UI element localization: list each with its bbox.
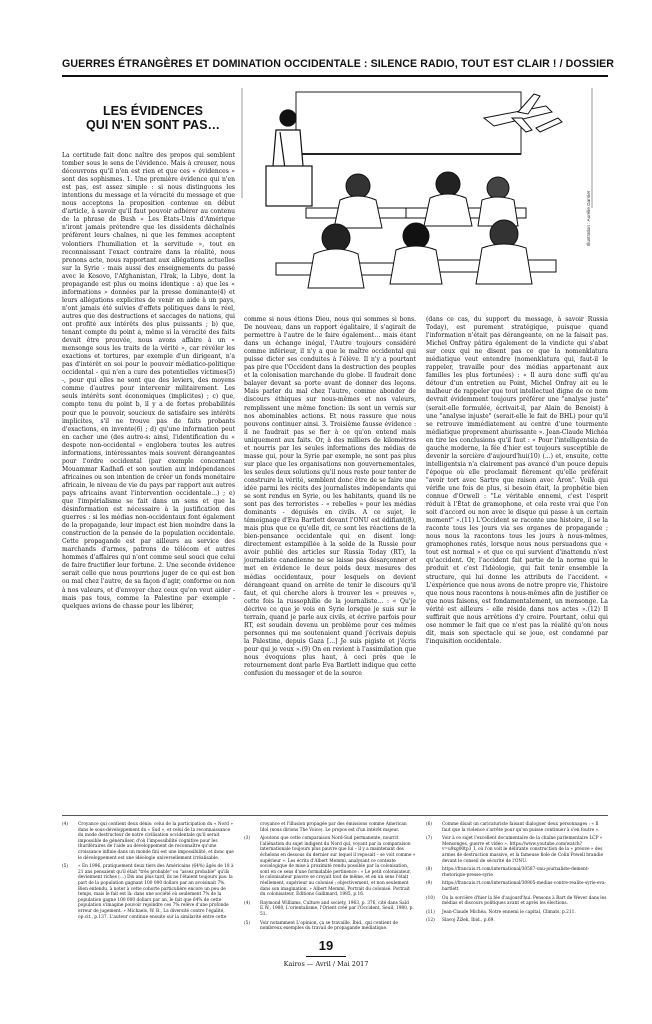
footnote-text: Ajoutons que cette comparaison Nord-Sud permanente, nourrit l'aliénation du sujet indigent du Nord qui, voyant par la comparaison internationale toujours plus pauvre que lui – il y a maintenant des échelons en dessous du dernier sur lequel il reposait – se voit comme « supérieur ». Les écrits d'Albert Memmi, analysant ce contexte sociologique de mise à proximité rendu possible par la colonisation, sont en ce sens d'une formidable pertinence : « Le petit colonisateur, le colonisateur pauvre se croyait tout de même, et en un sens l'était réellement, supérieur au colonisé ; objectivement, et non seulement dans son imagination. » Albert Memmi, Portrait du colonisé. Portrait du colonisateur, Éditions Gallimard, 1985, p.16. xyxy=(260,836,416,898)
footnote-number: (4) xyxy=(62,822,69,827)
classroom-illustration xyxy=(236,88,598,300)
footnote xyxy=(244,836,416,898)
footnote-number: (5) xyxy=(62,864,69,870)
students xyxy=(308,172,532,288)
footnote-number: (11) xyxy=(426,909,435,915)
footnote xyxy=(62,864,235,920)
section-header xyxy=(62,58,615,70)
illustration-credit: Illustration : Aurélie Garnier xyxy=(586,190,591,246)
footnote-text: Slavoj Žižek, Ibid., p.69. xyxy=(442,918,495,924)
chalkboard-frame xyxy=(296,92,521,154)
footnote-number: (7) xyxy=(426,836,433,842)
footnote-number: (5) xyxy=(244,920,251,926)
footnotes-column-1 xyxy=(62,822,235,923)
footnote xyxy=(426,918,608,924)
article-column-1 xyxy=(62,152,235,611)
footnote-text: https://francais.rt.com/international/30587-onu-journaliste-dement-rhetorique-presse-syrie xyxy=(442,867,589,878)
footnote xyxy=(62,822,235,861)
footnote-number: (3) xyxy=(244,836,251,842)
footnote-number: (4) xyxy=(244,900,251,906)
column-2-text: comme si nous étions Dieu, nous qui sommes si bons. De nouveau, dans un rapport égalitaire, il s'agirait de permettre à l'autre de le faire également… mais étant dans un échange inégal, l'Autre toujours considéré comme inférieur, il n'y a que le maître occidental qui puisse dicter ses conduites à l'élève. Il n'y a pourtant pas pire que l'Occident dans la destruction des peuples et la colonisation marchande du globe. Il faudrait donc balayer devant sa porte avant de donner des leçons. Mais parler du mal chez l'autre, comme abonder de discours éthiques sur nous-mêmes et nos valeurs, remplissent une même fonction: ils sont un vernis sur nos abominables actions. Et nous rassure que nous pouvons continuer ainsi. 3. Troisième fausse évidence : il ne faudrait pas se fier à ce qu'on entend mais uniquement aux faits. Or, à des milliers de kilomètres et nourris par les seules informations des médias de masse qui, pour la Syrie par exemple, ne sont pas plus sur place que les organisations non gouvernementales, les seules deux solutions qu'il nous reste pour tenter de construire la vérité, semblent donc être de se faire une idée parmi les récits des journalistes indépendants qui se sont rendus en Syrie, ou les habitants, quand ils ne sont pas des terroristes - « rebelles » pour les médias dominants - déguisés en civils. A ce sujet, le témoignage d'Eva Bartlett devant l'ONU est édifiant(8), mais plus que ce qu'elle dit, ce sont les réactions de la bien-pensance occidentale qui en disent long: directement estampillée à la solde de la Russie pour avoir publié des articles sur Russia Today (RT), la journaliste canadienne ne se laisse pas désarçonner et met en évidence le deux poids deux mesures des médias occidentaux, pour lesquels on devient dérangeant quand on arrête de tenir le discours qu'il faut, et qui cherche alors à trouver les « preuves », cette fois la russophilie de la journaliste… : « Qu'je décrive ce que je vois en Syrie lorsque je suis sur le terrain, quand je parle aux civils, et écrive parfois pour RT, est soudain devenu un problème pour ces mêmes personnes qui me soutenaient quand j'écrivais depuis la Palestine, depuis Gaza [...] Je suis pigiste et j'écris pour qui je veux ».(9) On en revient à l'assimilation que nous évoquions plus haut, à ceci près que le retournement dont parle Eva Bartlett indique que cette confusion du messager et de la source xyxy=(244,316,416,678)
footnote xyxy=(426,896,608,907)
footnote-number: (10) xyxy=(426,895,435,901)
footnote-number xyxy=(244,822,260,833)
footnote xyxy=(244,901,416,918)
footnote-number: (12) xyxy=(426,918,435,924)
footnote-text: croyance et l'illusion propagée par des émissions comme American Idol (nous dirions The Voice). Le propos est d'un intérêt majeur. xyxy=(260,822,407,833)
footnotes-column-3 xyxy=(426,822,608,927)
footnote-number: (9) xyxy=(426,881,433,887)
article-title xyxy=(78,104,228,132)
page-number: 19 xyxy=(318,938,334,953)
article-column-3 xyxy=(426,316,608,646)
page-number-rule xyxy=(306,956,346,957)
footnote xyxy=(426,881,608,892)
footnote-number: (8) xyxy=(426,867,433,873)
footnotes-rule xyxy=(62,815,608,816)
column-3-text: (dans ce cas, du support du message, à savoir Russia Today), est purement stratégique, puisque quand l'information n'était pas dérangeante, on ne la faisait pas. Michel Onfray pâtira également de la vindicte qui s'abat sur ceux qui ne disent pas ce que la nomenklatura médiatique veut entendre (nomenklatura qui, faut-il le rappeler, travaille pour des médias appartenant aux familles les plus fortunées) : « Il aura donc suffi qu'au détour d'un entretien au Point, Michel Onfray ait eu le malheur de rappeler que tout intellectuel digne de ce nom devrait évidemment toujours préférer une "analyse juste" (serait-elle formulée, écrivait-il, par Alain de Benoist) à une "analyse injuste" (serait-elle le fait de BHL) pour qu'il se retrouve immédiatement au centre d'une tourmente médiatique proprement ahurissante ». Jean-Claude Michéa en tire les conclusions qu'il faut : « Pour l'intelligentsia de gauche moderne, la fée d'hier est toujours susceptible de devenir la sorcière d'aujourd'hui(10) (...) et, ensuite, cette intelligentsia n'a clairement pas avancé d'un pouce depuis l'époque où elle proclamait fièrement qu'elle préférait "avoir tort avec Sartre que raison avec Aron". Voilà qui vérifie une fois de plus, si besoin était, la prophétie bien connue d'Orwell : "Le véritable ennemi, c'est l'esprit réduit à l'État de gramophone, et cela reste vrai que l'on soit d'accord ou non avec le disque qui passe à un certain moment" ».(11) L'Occident se raconte une histoire, il se la raconte tous les jours via ses organes de propagande ; nous nous la racontons tous les jours à nous-mêmes, gramophones ratés, lorsque nous nous persuadons que « tout est normal » et que ce qui survient d'inattendu n'est qu'accident. Or, l'accident fait partie de la norme qui le produit et c'est l'idéologie, qui fait tenir ensemble la structure, qui lui donne les attributs de l'accident. « L'expérience que nous avons de notre propre vie, l'histoire que nous nous racontons à nous-mêmes afin de justifier ce que nous faisons, est fondamentalement, un mensonge. La vérité est ailleurs - elle réside dans nos actes ».(12) Il suffirait que nous arrêtions d'y croire. Pourtant, celui qui ose nommer le fait que ce n'est pas la réalité qu'on nous dit, mais son spectacle qui se joue, est condamné par l'inquisition occidentale. xyxy=(426,316,608,645)
article-column-2 xyxy=(244,316,416,678)
footnotes-column-2 xyxy=(244,822,416,935)
footnote-text: Comme disait un caricaturiste faisant dialoguer deux personnages : « Il faut que la violence s'arrête pour qu'on puisse continuer à s'en foutre ». xyxy=(442,822,600,833)
footnote-text: « En 1996, pratiquement deux tiers des Américains (64%) âgés de 18 à 21 ans pensaient qu'il était "très probable" ou "assez probable" qu'ils deviennent riches (...) Dix ans plus tard, ils ne l'étaient toujours pas: la part de la population gagnant 100 000 dollars par an avoisinait 7%. Bien entendu, à noter à cette cohorte particulière encore un peu de temps, mais le fait est là: dans une société où seulement 7% de la population gagne 100 000 dollars par an, le fait que 64% de cette population s'imagine pouvoir rejoindre ces 7% relève d'une profonde erreur de jugement. » Michaels, W. B., La diversité contre l'égalité, op.cit., p.137. L'auteur continue ensuite sur la similarité entre cette xyxy=(78,864,234,920)
footnote xyxy=(244,921,416,932)
airplane-drawing xyxy=(484,94,562,132)
footnote xyxy=(426,822,608,833)
footnote-text: Ou la sorcière d'hier la fée d'aujourd'hui. Pensons à Bart de Wever dans les médias et discours politiques avant et après les élections. xyxy=(442,895,607,907)
article-title-line-2: QUI N'EN SONT PAS… xyxy=(85,118,220,132)
footnote-text: Croyance qui contient deux dénis: celui de la participation du « Nord » dans le sous-développement du « Sud », et celui de la reconnaissance du mode destructeur de notre civilisation occidentale qu'il serait impossible de généraliser, d'où l'impossibilité cognitive pour les thuriféraires de l'aide au développement de reconnaître qu'une croissance infinie dans un monde fini est une impossibilité, et donc que le développement est une idéologie universellement irréalisable. xyxy=(78,822,234,861)
footnote-text: Raymond Williams, Culture and society, 1963, p. 376, cité dans Saïd E.W., 1980, L'orientalisme, l'Orient créé par l'Occident, Seuil, 1980, p. 51. xyxy=(260,900,414,917)
issue-info: Kairos — Avril / Mai 2017 xyxy=(283,960,369,968)
footnote xyxy=(244,822,416,833)
section-header-text: GUERRES ÉTRANGÈRES ET DOMINATION OCCIDENTALE : SILENCE RADIO, TOUT EST CLAIR ! / DOSSIER xyxy=(62,58,615,70)
footnote-text: Voir à ce sujet l'excellent documentaire de la chaîne parlementaire LCP « Mensonges, guerre et vidéo », https://www.youtube.com/watch?v=u9xg00tp3_I, où l'on voit le délirante construction de la « preuve » des armes de destruction massive, et la fameuse fiole de Colin Powell brandie devant le conseil de sécurité de l'ONU. xyxy=(442,836,604,864)
footnote xyxy=(426,867,608,878)
footnote-text: Jean-Claude Michéa, Notre ennemi le capital, Climats, p.211. xyxy=(442,909,576,915)
column-1-text: La certitude fait donc naître des propos qui semblent tomber sous le sens de l'évidence. Mais à creuser, nous découvrons qu'il n'en est rien et que ces « évidences » sont des sophismes. 1. Une première évidence qui n'en est pas, est assez simple : si nous distinguons les intentions du message et la véracité du message et que nous acceptons la proposition contenue en début d'article, à savoir qu'il faut pouvoir adhérer au contenu de la phrase de Bush « Les États-Unis d'Amérique n'iront jamais prétendre que les dissidents déchaînés préfèrent leurs chaînes, ni que les femmes acceptent volontiers l'humiliation et la servitude », tout en reconnaissant l'exact contraire dans la réalité, nous prenons acte, nous rapportant aux allégations actuelles sur la Syrie - mais aussi des enseignements du passé avec le Kosovo, l'Afghanistan, l'Irak, la Libye, dont la propagande est plus ou moins identique : a) que les « informations » données par la presse dominante(4) et leurs allégations explicites de venir en aide à un pays, n'ont jamais été suivies d'effets politiques dans le réel, autres que des destructions et saccages de nations, qui ont profité aux intérêts des plus puissants ; b) que, tenant compte du point a, même si la véracité des faits devait être prouvée, nous avons affaire à un « mensonge sous les traits de la vérité », car révéler les exactions et tortures, par exemple d'un dirigeant, n'a pas d'intérêt en soi pour le pouvoir médiatico-politique occidental - qui n'en a cure des potentielles victimes(5) -, pour qui elles ne sont que des leviers, des moyens comme d'autres pour intervenir militairement. Les seuls intérêts sont économiques (implicites) ; c) que, compte tenu du point b, il y a de fortes probabilités pour que le pouvoir, soucieux de satisfaire ses intérêts implicites, s'il ne trouve pas de faits probants d'exactions, en invente(6) ; d) qu'une information peut en cacher une (des autre-s: ainsi, l'identification du « despote non-occidental » englobera toutes les autres informations, intéressantes mais souvent dérangeantes pour l'ordre occidental (par exemple concernant Mouammar Kadhafi et son soutien aux indépendances africaines ou son intention de créer un fonds monétaire africain, le niveau de vie du pays par rapport aux autres pays africains avant l'intervention occidentale...) ; e) que l'impérialisme se fait dans un sens et que la désinformation est nécessaire à la justification des guerres : si les médias non-occidentaux font également de la propagande, leur impact est bien moindre dans la construction de la pensée de la population occidentale. Cette propagande est par ailleurs au service des marchands d'armes, patrons de télécom et autres hommes d'affaires qui n'ont comme seul souci que celui de faire fructifier leur fortune. 2. Une seconde évidence serait celle que nous pourrions juger de ce qui est bon ou mal chez l'autre, de sa façon d'agir, conforme ou non à nos valeurs, et d'envoyer chez ceux qu'on veut aider - mais pas tous, comme la Palestine par exemple - quelques avions de chasse pour les libérer, xyxy=(62,152,235,610)
teacher-figure xyxy=(266,110,312,206)
header-rule xyxy=(62,75,608,77)
article-title-line-1: LES ÉVIDENCES xyxy=(102,104,204,118)
footnote xyxy=(426,836,608,864)
footnote xyxy=(426,910,608,916)
footnote-text: https://francais.rt.com/international/30905-medias-contre-realite-syrie-eva-bartlett xyxy=(442,881,606,892)
footnote-text: Voir notamment L'opinion, ça se travaille, Ibid., qui contient de nombreux exemples du travail de propagande médiatique. xyxy=(260,920,398,932)
footnote-number: (6) xyxy=(426,822,433,827)
